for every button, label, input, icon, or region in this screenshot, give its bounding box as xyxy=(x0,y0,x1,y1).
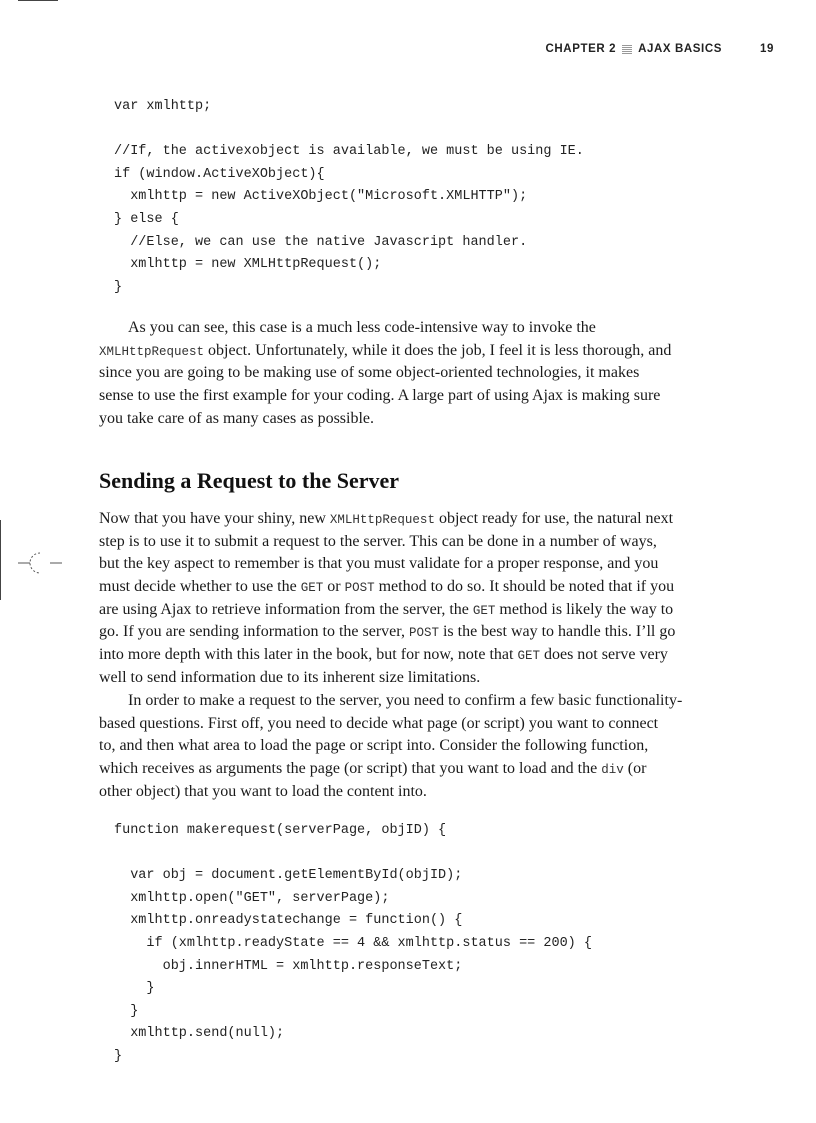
text-line: In order to make a request to the server, you need to confirm a few basic functionality- xyxy=(128,692,683,709)
text-line: to, and then what area to load the page or script into. Consider the following function, xyxy=(99,737,649,755)
text-line: well to send information due to its inherent size limitations. xyxy=(99,668,481,686)
code-line: } else { xyxy=(114,211,179,227)
inline-code: XMLHttpRequest xyxy=(329,513,435,527)
crop-mark-side xyxy=(0,520,1,600)
text-line xyxy=(99,599,723,622)
inline-code: GET xyxy=(300,581,324,596)
text-span: are using Ajax to retrieve information from the server, the xyxy=(99,600,473,618)
section-heading: Sending a Request to the Server xyxy=(99,468,400,493)
text-span: go. If you are sending information to the server, xyxy=(99,623,409,641)
code-line: if (window.ActiveXObject){ xyxy=(114,166,325,182)
code-line: var xmlhttp; xyxy=(114,99,212,114)
code-line: } xyxy=(114,981,155,997)
text-span: or xyxy=(323,578,345,596)
text-line: but the key aspect to remember is that you must validate for a proper response, and you xyxy=(99,555,659,573)
inline-code: div xyxy=(601,763,624,778)
text-span: Now that you have your shiny, new xyxy=(99,510,330,527)
text-line xyxy=(99,758,723,781)
chapter-label: CHAPTER 2 xyxy=(545,43,617,55)
paragraph-1 xyxy=(99,317,723,430)
inline-code: POST xyxy=(408,626,439,641)
chapter-title: AJAX BASICS xyxy=(638,43,722,55)
text-span: must decide whether to use the xyxy=(99,578,301,596)
text-span: (or xyxy=(623,760,647,778)
paragraph-2 xyxy=(99,508,723,690)
text-line: based questions. First off, you need to decide what page (or script) you want to connect xyxy=(99,714,659,732)
inline-code: GET xyxy=(472,603,496,618)
running-header xyxy=(546,43,775,55)
code-line: xmlhttp = new XMLHttpRequest(); xyxy=(114,257,382,273)
text-span: method is likely the way to xyxy=(495,600,674,618)
text-line xyxy=(99,340,723,363)
code-line: if (xmlhttp.readyState == 4 && xmlhttp.status == 200) { xyxy=(114,935,592,951)
text-span: does not serve very xyxy=(539,646,668,664)
code-line: xmlhttp.onreadystatechange = function() { xyxy=(114,913,463,929)
code-line: } xyxy=(114,1003,139,1019)
code-line: } xyxy=(114,1048,123,1064)
text-line xyxy=(99,576,723,599)
code-line: xmlhttp.open("GET", serverPage); xyxy=(114,890,390,906)
crop-mark-top xyxy=(18,0,58,1)
code-line: function makerequest(serverPage, objID) { xyxy=(114,823,447,838)
text-line: sense to use the first example for your coding. A large part of using Ajax is making sure xyxy=(99,387,661,405)
code-line xyxy=(114,843,592,866)
paragraph-3 xyxy=(99,690,723,803)
code-line: } xyxy=(114,279,123,295)
text-line xyxy=(99,508,723,531)
text-span: object. Unfortunately, while it does the job, I feel it is less thorough, and xyxy=(204,341,672,359)
code-line: var obj = document.getElementById(objID); xyxy=(114,868,463,884)
text-line: As you can see, this case is a much less code-intensive way to invoke the xyxy=(128,319,596,336)
text-span: method to do so. It should be noted that if you xyxy=(374,578,675,596)
registration-mark-icon xyxy=(18,548,62,578)
inline-code: POST xyxy=(344,581,375,596)
code-block-2 xyxy=(114,820,592,1069)
text-span: is the best way to handle this. I’ll go xyxy=(438,623,676,641)
inline-code: XMLHttpRequest xyxy=(99,344,205,359)
text-span: into more depth with this later in the book, but for now, note that xyxy=(99,646,518,664)
text-line xyxy=(99,621,723,644)
code-block-1 xyxy=(114,96,584,299)
text-line: step is to use it to submit a request to the server. This can be done in a number of ways, xyxy=(99,532,657,550)
text-line: other object) that you want to load the content into. xyxy=(99,782,427,800)
code-line: xmlhttp = new ActiveXObject("Microsoft.XMLHTTP"); xyxy=(114,189,528,205)
code-line: obj.innerHTML = xmlhttp.responseText; xyxy=(114,958,463,974)
text-span: which receives as arguments the page (or script) that you want to load and the xyxy=(99,760,602,778)
page-number: 19 xyxy=(760,43,774,55)
text-line xyxy=(99,644,723,667)
header-separator-icon xyxy=(622,44,632,54)
code-line xyxy=(114,119,584,142)
code-line: //Else, we can use the native Javascript handler. xyxy=(114,234,528,250)
inline-code: GET xyxy=(517,649,540,664)
code-line: xmlhttp.send(null); xyxy=(114,1026,285,1042)
text-line: since you are going to be making use of some object-oriented technologies, it makes xyxy=(99,364,640,382)
text-line: you take care of as many cases as possible. xyxy=(99,409,375,427)
text-span: object ready for use, the natural next xyxy=(434,510,674,527)
code-line: //If, the activexobject is available, we must be using IE. xyxy=(114,144,584,160)
